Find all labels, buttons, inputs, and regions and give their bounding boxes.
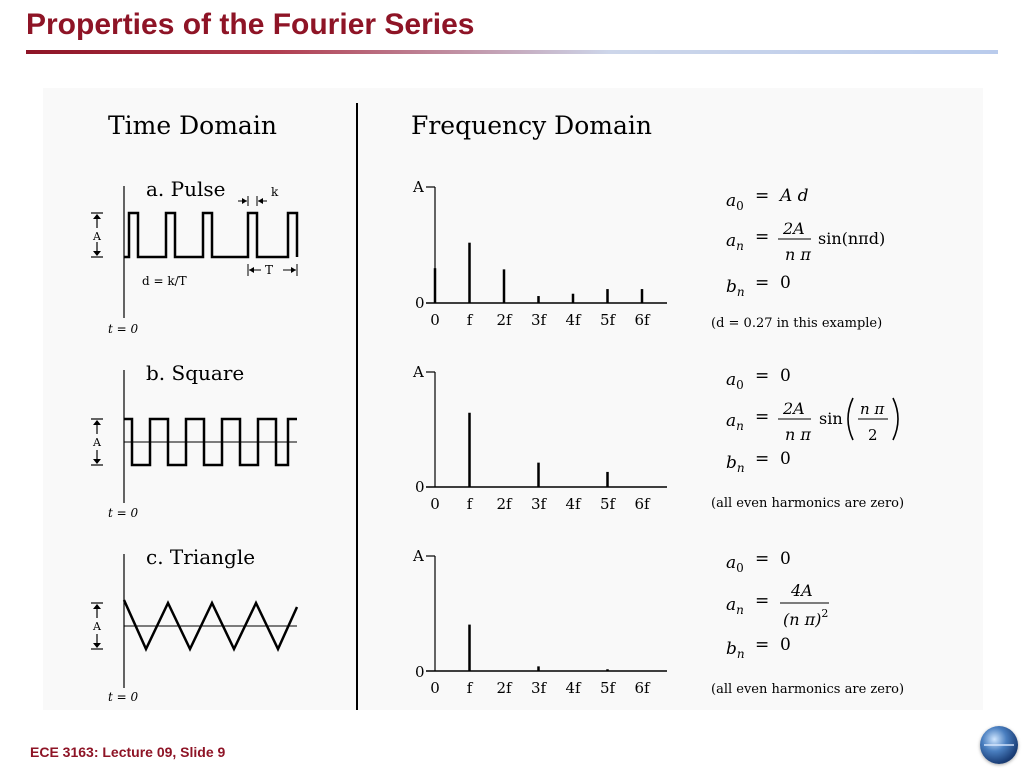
row-triangle bbox=[91, 545, 904, 704]
globe-logo-icon bbox=[980, 726, 1018, 764]
pulse-spectrum-axes bbox=[426, 187, 667, 303]
triangle-spectrum-yzero: 0 bbox=[415, 663, 425, 681]
pulse-an-num: 2A bbox=[783, 219, 805, 238]
svg-text:=: = bbox=[755, 635, 770, 655]
square-an-sin: sin bbox=[819, 409, 843, 428]
pulse-bn-sub: n bbox=[736, 285, 745, 299]
pulse-bn-rhs: 0 bbox=[780, 273, 791, 293]
square-t0-label: t = 0 bbox=[108, 506, 139, 520]
pulse-tick-label-6: 6f bbox=[634, 311, 650, 329]
triangle-spectrum-bars bbox=[470, 625, 608, 671]
svg-text:a0 bbox=[726, 553, 744, 575]
triangle-bn-lhs: b bbox=[726, 639, 737, 659]
pulse-a0-lhs: a bbox=[726, 191, 737, 211]
pulse-t0-label: t = 0 bbox=[108, 322, 139, 336]
square-label: b. Square bbox=[146, 361, 245, 385]
square-spectrum-axes bbox=[426, 372, 667, 487]
triangle-bn-sub: n bbox=[736, 647, 745, 661]
square-spectrum-yzero: 0 bbox=[415, 478, 425, 496]
square-spectrum-ytop: A bbox=[413, 363, 424, 381]
svg-text:=: = bbox=[755, 549, 770, 569]
svg-text:(n π)2 bbox=[783, 607, 828, 629]
pulse-bn-lhs: b bbox=[726, 277, 737, 297]
triangle-tick-label-1: f bbox=[466, 679, 473, 697]
svg-text:=: = bbox=[755, 366, 770, 386]
pulse-an-sub: n bbox=[736, 239, 744, 253]
svg-text:an bbox=[726, 595, 744, 617]
triangle-spectrum-ticks bbox=[430, 679, 651, 697]
square-note: (all even harmonics are zero) bbox=[711, 496, 905, 511]
triangle-spectrum-axes bbox=[426, 556, 667, 671]
triangle-a0-rhs: 0 bbox=[780, 549, 791, 569]
pulse-a0-rhs: A d bbox=[780, 186, 809, 206]
square-a0-rhs: 0 bbox=[780, 366, 791, 386]
row-pulse bbox=[91, 177, 885, 336]
svg-text:an bbox=[726, 231, 744, 253]
triangle-a0-lhs: a bbox=[726, 553, 737, 573]
pulse-tick-label-0: 0 bbox=[430, 311, 440, 329]
pulse-an-den: n π bbox=[785, 245, 811, 264]
square-bn-lhs: b bbox=[726, 453, 737, 473]
svg-text:=: = bbox=[755, 186, 770, 206]
svg-text:=: = bbox=[755, 449, 770, 469]
svg-text:a0 bbox=[726, 370, 744, 392]
square-tick-label-4: 4f bbox=[565, 495, 581, 513]
triangle-spectrum-ytop: A bbox=[413, 547, 424, 565]
square-an-inner-num: n π bbox=[860, 400, 885, 418]
pulse-spectrum-ytop: A bbox=[413, 178, 424, 196]
pulse-label: a. Pulse bbox=[146, 177, 226, 201]
pulse-tick-label-2: 2f bbox=[496, 311, 512, 329]
svg-text:bn bbox=[726, 639, 745, 661]
pulse-amp-label: A bbox=[93, 230, 101, 243]
square-tick-label-2: 2f bbox=[496, 495, 512, 513]
pulse-tick-label-1: f bbox=[466, 311, 473, 329]
triangle-tick-label-2: 2f bbox=[496, 679, 512, 697]
triangle-amp-label: A bbox=[93, 620, 101, 633]
row-square bbox=[91, 361, 904, 520]
square-equations bbox=[726, 366, 898, 475]
triangle-t0-label: t = 0 bbox=[108, 690, 139, 704]
svg-text:bn bbox=[726, 453, 745, 475]
pulse-a0-sub: 0 bbox=[736, 199, 744, 213]
square-bn-sub: n bbox=[736, 461, 745, 475]
square-an-sub: n bbox=[736, 419, 744, 433]
square-an-lhs: a bbox=[726, 411, 737, 431]
square-spectrum-bars bbox=[470, 413, 608, 487]
pulse-k-label: k bbox=[271, 185, 279, 199]
triangle-an-num: 4A bbox=[791, 581, 813, 600]
triangle-an-lhs: a bbox=[726, 595, 737, 615]
time-domain-heading: Time Domain bbox=[108, 111, 277, 140]
triangle-a0-sub: 0 bbox=[736, 561, 744, 575]
title-rule bbox=[26, 50, 998, 54]
triangle-note: (all even harmonics are zero) bbox=[711, 682, 905, 697]
square-amp-label: A bbox=[93, 436, 101, 449]
square-tick-label-5: 5f bbox=[599, 495, 616, 513]
slide-title: Properties of the Fourier Series bbox=[26, 8, 475, 41]
pulse-d-label: d = k/T bbox=[142, 274, 187, 288]
triangle-tick-label-0: 0 bbox=[430, 679, 440, 697]
pulse-T-label: T bbox=[265, 263, 274, 277]
fourier-figure bbox=[43, 88, 983, 710]
square-an-inner-den: 2 bbox=[868, 426, 878, 444]
svg-text:=: = bbox=[755, 591, 770, 611]
pulse-k-marker bbox=[238, 196, 267, 206]
svg-text:=: = bbox=[755, 407, 770, 427]
pulse-tick-label-4: 4f bbox=[565, 311, 581, 329]
pulse-note: (d = 0.27 in this example) bbox=[711, 316, 883, 331]
triangle-an-den: (n π) bbox=[783, 610, 822, 629]
square-a0-sub: 0 bbox=[736, 378, 744, 392]
square-spectrum-ticks bbox=[430, 495, 651, 513]
triangle-tick-label-4: 4f bbox=[565, 679, 581, 697]
pulse-waveform bbox=[124, 213, 297, 257]
square-bn-rhs: 0 bbox=[780, 449, 791, 469]
svg-text:=: = bbox=[755, 273, 770, 293]
svg-text:=: = bbox=[755, 227, 770, 247]
triangle-label: c. Triangle bbox=[146, 545, 256, 569]
triangle-tick-label-3: 3f bbox=[530, 679, 547, 697]
slide-footer: ECE 3163: Lecture 09, Slide 9 bbox=[30, 744, 226, 760]
square-an-den: n π bbox=[785, 425, 811, 444]
square-an-num: 2A bbox=[783, 399, 805, 418]
triangle-an-den-exp: 2 bbox=[821, 607, 829, 620]
frequency-domain-heading: Frequency Domain bbox=[411, 111, 652, 140]
square-a0-lhs: a bbox=[726, 370, 737, 390]
pulse-tick-label-3: 3f bbox=[530, 311, 547, 329]
pulse-spectrum-ticks bbox=[430, 311, 651, 329]
svg-text:bn bbox=[726, 277, 745, 299]
pulse-tick-label-5: 5f bbox=[599, 311, 616, 329]
triangle-tick-label-5: 5f bbox=[599, 679, 616, 697]
pulse-spectrum-yzero: 0 bbox=[415, 294, 425, 312]
svg-text:an bbox=[726, 411, 744, 433]
pulse-equations bbox=[726, 186, 885, 299]
triangle-equations bbox=[726, 549, 829, 661]
fourier-figure-svg bbox=[43, 88, 983, 710]
pulse-an-tail: sin(nπd) bbox=[818, 229, 886, 248]
square-tick-label-3: 3f bbox=[530, 495, 547, 513]
pulse-an-lhs: a bbox=[726, 231, 737, 251]
triangle-an-sub: n bbox=[736, 603, 744, 617]
square-tick-label-6: 6f bbox=[634, 495, 650, 513]
triangle-bn-rhs: 0 bbox=[780, 635, 791, 655]
pulse-spectrum-bars bbox=[435, 243, 642, 303]
square-tick-label-0: 0 bbox=[430, 495, 440, 513]
triangle-tick-label-6: 6f bbox=[634, 679, 650, 697]
svg-text:a0 bbox=[726, 191, 744, 213]
square-tick-label-1: f bbox=[466, 495, 473, 513]
triangle-waveform bbox=[124, 600, 297, 649]
